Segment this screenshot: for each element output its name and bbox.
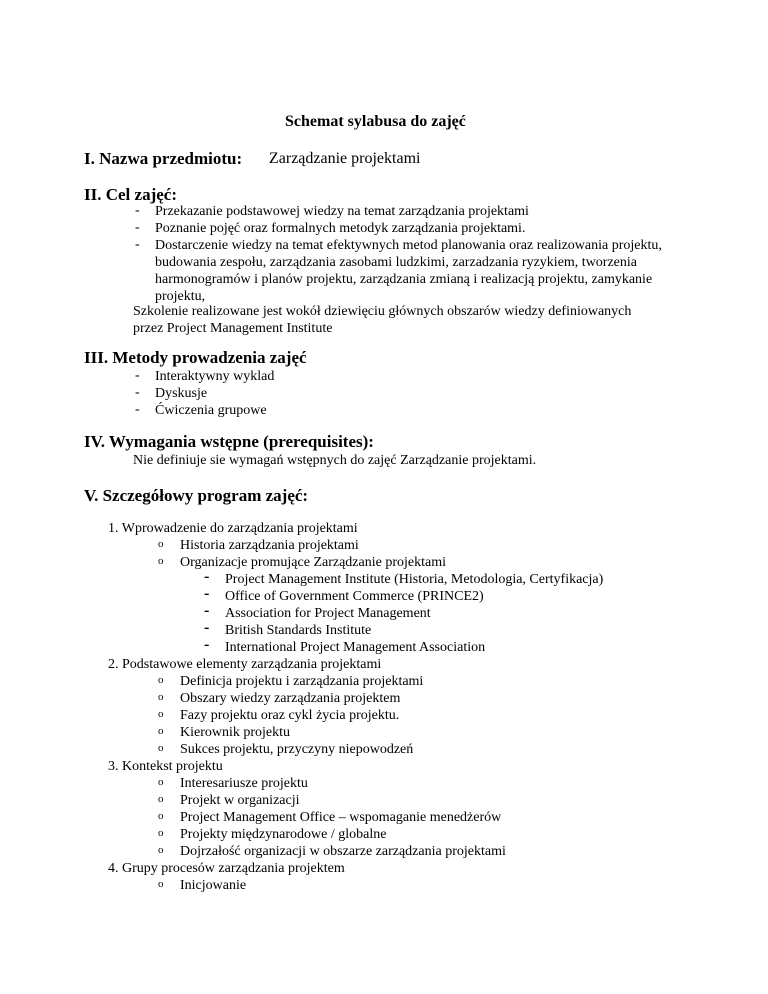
section5-heading: V. Szczegółowy program zajęć: (84, 486, 309, 505)
goal-item: Poznanie pojęć oraz formalnych metodyk zarządzania projektami. (155, 221, 526, 236)
goal-note-line: przez Project Management Institute (133, 321, 333, 336)
bullet-circle-icon: o (158, 691, 164, 703)
document-title: Schemat sylabusa do zajęć (285, 113, 466, 130)
subtopic-item: Projekty międzynarodowe / globalne (180, 827, 387, 842)
subtopic-item: Sukces projektu, przyczyny niepowodzeń (180, 742, 414, 757)
bullet-dash: - (135, 203, 140, 218)
subtopic-item: Obszary wiedzy zarządzania projektem (180, 691, 401, 706)
subtopic-item: Interesariusze projektu (180, 776, 308, 791)
section4-heading: IV. Wymagania wstępne (prerequisites): (84, 432, 374, 451)
bullet-circle-icon: o (158, 708, 164, 720)
method-item: Ćwiczenia grupowe (155, 403, 267, 418)
bullet-circle-icon: o (158, 555, 164, 567)
bullet-dash: - (135, 368, 140, 383)
bullet-circle-icon: o (158, 793, 164, 805)
section2-heading: II. Cel zajęć: (84, 185, 177, 204)
subtopic-item: Kierownik projektu (180, 725, 291, 740)
bullet-circle-icon: o (158, 725, 164, 737)
subtopic-item: Project Management Office – wspomaganie menedżerów (180, 810, 502, 825)
organization-item: British Standards Institute (225, 623, 372, 638)
bullet-circle-icon: o (158, 878, 164, 890)
subtopic-item: Dojrzałość organizacji w obszarze zarządzania projektami (180, 844, 506, 859)
bullet-dash: - (204, 585, 210, 602)
topic-item: 2. Podstawowe elementy zarządzania projektami (108, 657, 382, 672)
goal-note-line: Szkolenie realizowane jest wokół dziewięciu głównych obszarów wiedzy definiowanych (133, 304, 632, 319)
bullet-dash: - (204, 602, 210, 619)
subtopic-item: Historia zarządzania projektami (180, 538, 359, 553)
subtopic-item: Inicjowanie (180, 878, 247, 893)
bullet-dash: - (135, 402, 140, 417)
subtopic-item: Organizacje promujące Zarządzanie projektami (180, 555, 446, 570)
bullet-circle-icon: o (158, 827, 164, 839)
organization-item: Office of Government Commerce (PRINCE2) (225, 589, 484, 604)
bullet-dash: - (204, 636, 210, 653)
bullet-dash: - (135, 220, 140, 235)
bullet-circle-icon: o (158, 742, 164, 754)
topic-item: 1. Wprowadzenie do zarządzania projektami (108, 521, 358, 536)
subtopic-item: Projekt w organizacji (180, 793, 300, 808)
topic-item: 3. Kontekst projektu (108, 759, 223, 774)
section3-heading: III. Metody prowadzenia zajęć (84, 348, 307, 367)
topic-item: 4. Grupy procesów zarządzania projektem (108, 861, 345, 876)
organization-item: Project Management Institute (Historia, Metodologia, Certyfikacja) (225, 572, 604, 587)
method-item: Interaktywny wyklad (155, 369, 275, 384)
bullet-circle-icon: o (158, 844, 164, 856)
section1-value: Zarządzanie projektami (269, 150, 421, 167)
bullet-circle-icon: o (158, 810, 164, 822)
bullet-dash: - (135, 385, 140, 400)
prerequisites-text: Nie definiuje sie wymagań wstępnych do zajęć Zarządzanie projektami. (133, 453, 537, 468)
bullet-circle-icon: o (158, 538, 164, 550)
goal-item: Dostarczenie wiedzy na temat efektywnych metod planowania oraz realizowania projektu, budowania zespołu, zarządzania zasobami ludzkimi, zarzadzania ryzykiem, tworzenia harmonogramów i planów projektu, zarządzania zmianą i realizacją projektu, zamykanie projektu, (155, 238, 662, 304)
method-item: Dyskusje (155, 386, 208, 401)
section1-label: I. Nazwa przedmiotu: (84, 149, 243, 168)
organization-item: International Project Management Association (225, 640, 486, 655)
bullet-dash: - (204, 619, 210, 636)
subtopic-item: Definicja projektu i zarządzania projektami (180, 674, 424, 689)
goal-item: Przekazanie podstawowej wiedzy na temat zarządzania projektami (155, 204, 529, 219)
bullet-circle-icon: o (158, 776, 164, 788)
bullet-dash: - (135, 237, 140, 252)
bullet-dash: - (204, 568, 210, 585)
organization-item: Association for Project Management (225, 606, 431, 621)
subtopic-item: Fazy projektu oraz cykl życia projektu. (180, 708, 400, 723)
bullet-circle-icon: o (158, 674, 164, 686)
